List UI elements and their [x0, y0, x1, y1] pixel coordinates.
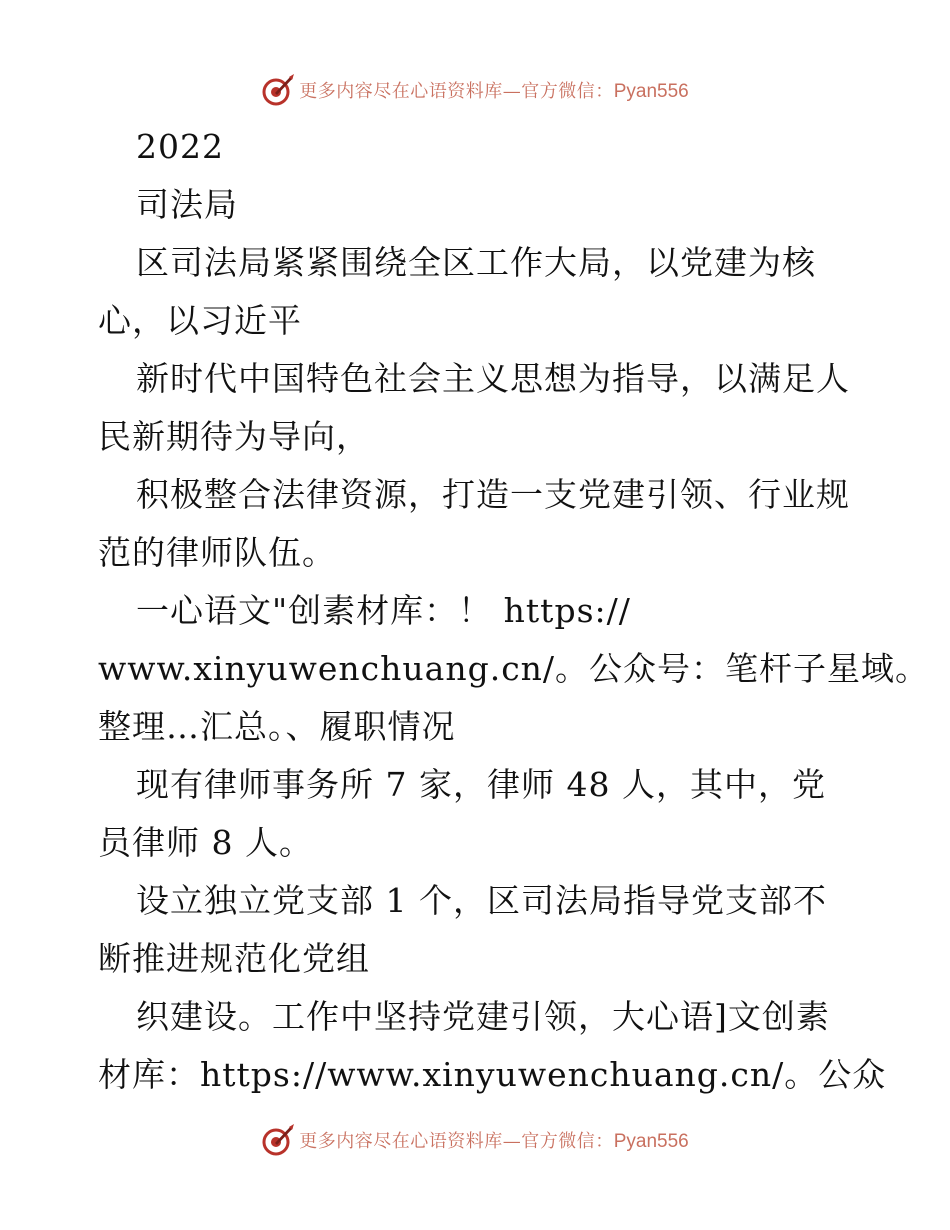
header-banner: [0, 70, 950, 110]
text-line: 整理…汇总。、履职情况: [98, 707, 456, 746]
wechat-id: Pyan556: [613, 1131, 689, 1152]
text-line: 现有律师事务所 7 家，律师 48 人，其中，党: [136, 765, 826, 804]
wechat-id: Pyan556: [613, 81, 689, 102]
text-line: 积极整合法律资源，打造一支党建引领、行业规: [136, 475, 850, 514]
text-line: 材库：https://www.xinyuwenchuang.cn/。公众: [98, 1055, 887, 1094]
text-line: 员律师 8 人。: [98, 823, 313, 862]
text-line: 民新期待为导向，: [98, 417, 370, 456]
banner-text: 更多内容尽在心语资料库—官方微信：Pyan556: [299, 81, 689, 102]
text-line: 区司法局紧紧围绕全区工作大局，以党建为核: [136, 243, 816, 282]
text-line: www.xinyuwenchuang.cn/。公众号：笔杆子星域。: [98, 649, 930, 688]
text-line: 范的律师队伍。: [98, 533, 336, 572]
quill-pen-logo-icon: [261, 1123, 295, 1157]
text-line: 司法局: [136, 185, 238, 224]
text-line: 一心语文"创素材库：！ https://: [136, 591, 631, 630]
quill-pen-logo-icon: [261, 73, 295, 107]
text-line: 断推进规范化党组: [98, 939, 370, 978]
banner-text: 更多内容尽在心语资料库—官方微信：Pyan556: [299, 1131, 689, 1152]
text-line: 设立独立党支部 1 个，区司法局指导党支部不: [136, 881, 827, 920]
text-line: 心，以习近平: [98, 301, 302, 340]
text-line: 织建设。工作中坚持党建引领，大心语]文创素: [136, 997, 830, 1036]
text-line: 2022: [136, 127, 224, 166]
text-line: 新时代中国特色社会主义思想为指导，以满足人: [136, 359, 850, 398]
footer-banner: [0, 1120, 950, 1160]
document-body: [98, 118, 930, 1104]
